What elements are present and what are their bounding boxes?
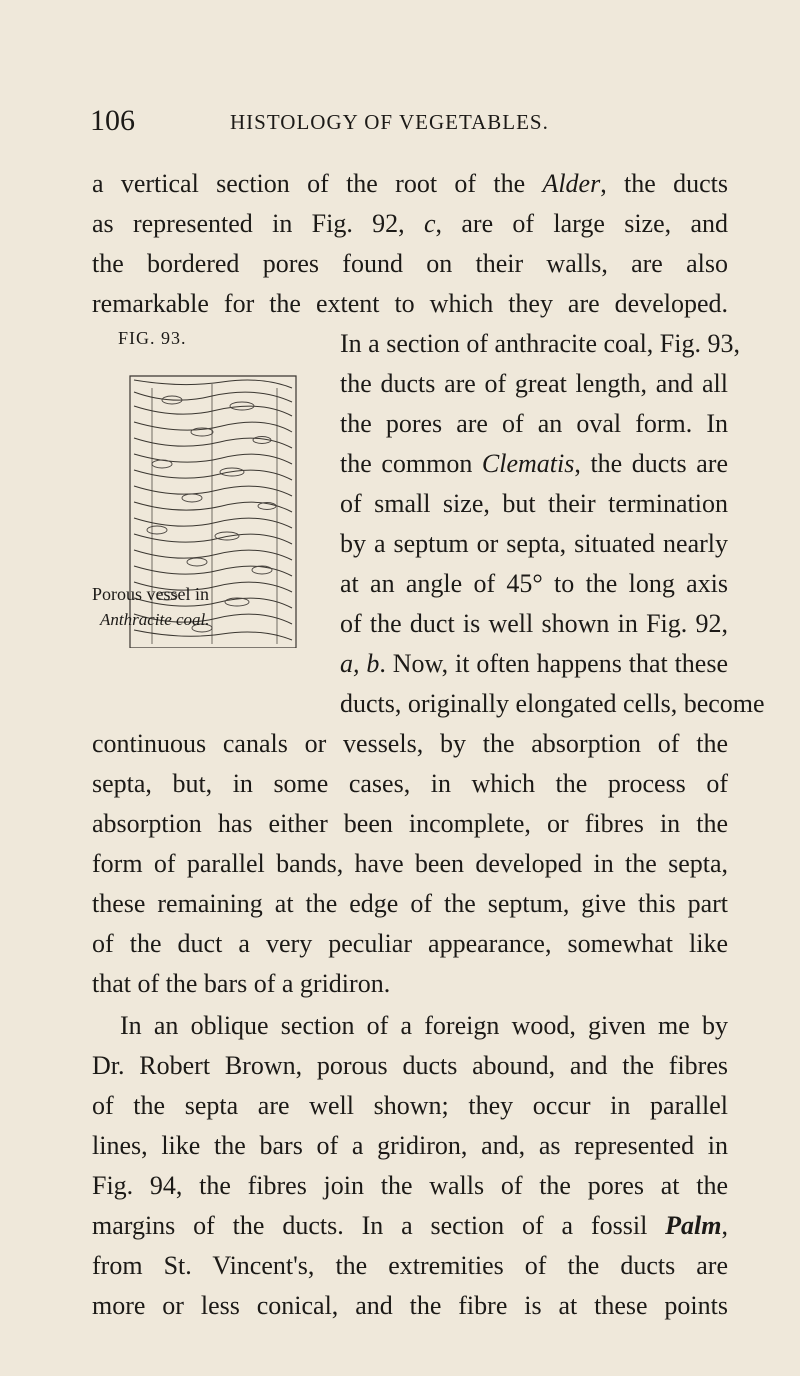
text-line: from St. Vincent's, the extremities of the ducts are: [92, 1251, 728, 1280]
text-line: In a section of anthracite coal, Fig. 93,: [340, 329, 740, 358]
text-line: septa, but, in some cases, in which the process of: [92, 769, 728, 798]
text-line: these remaining at the edge of the septum, give this part: [92, 889, 728, 918]
figure-caption-italic: Anthracite coal.: [100, 610, 210, 629]
text-line: of the duct a very peculiar appearance, somewhat like: [92, 929, 728, 958]
text-line: of small size, but their termination: [340, 489, 728, 518]
page-number: 106: [90, 104, 135, 137]
text-line: absorption has either been incomplete, or fibres in the: [92, 809, 728, 838]
text-line: form of parallel bands, have been developed in the septa,: [92, 849, 728, 878]
text-line: ducts, originally elongated cells, become: [340, 689, 765, 718]
text-line: by a septum or septa, situated nearly: [340, 529, 728, 558]
text-line: lines, like the bars of a gridiron, and, as represented in: [92, 1131, 728, 1160]
paragraph-start: In an oblique section of a foreign wood, given me by: [120, 1011, 728, 1040]
text-line: as represented in Fig. 92, c, are of large size, and: [92, 209, 728, 238]
text-line: continuous canals or vessels, by the absorption of the: [92, 729, 728, 758]
text-line: of the septa are well shown; they occur in parallel: [92, 1091, 728, 1120]
text-line: more or less conical, and the fibre is at these points: [92, 1291, 728, 1320]
text-line: that of the bars of a gridiron.: [92, 969, 391, 998]
text-line: of the duct is well shown in Fig. 92,: [340, 609, 728, 638]
text-line: Fig. 94, the fibres join the walls of the pores at the: [92, 1171, 728, 1200]
text-line: the pores are of an oval form. In: [340, 409, 728, 438]
text-line: margins of the ducts. In a section of a fossil Palm,: [92, 1211, 728, 1240]
figure-caption: Porous vessel in: [92, 584, 209, 604]
text-line: the common Clematis, the ducts are: [340, 449, 728, 478]
text-line: a vertical section of the root of the Alder, the ducts: [92, 169, 728, 198]
text-line: a, b. Now, it often happens that these: [340, 649, 729, 678]
text-line: remarkable for the extent to which they are developed.: [92, 289, 728, 318]
running-title: HISTOLOGY OF VEGETABLES.: [230, 110, 549, 134]
figure-label: FIG. 93.: [118, 328, 187, 348]
text-line: at an angle of 45° to the long axis: [340, 569, 728, 598]
page-header: [90, 104, 720, 144]
text-line: the ducts are of great length, and all: [340, 369, 728, 398]
text-line: the bordered pores found on their walls, are also: [92, 249, 728, 278]
text-line: Dr. Robert Brown, porous ducts abound, and the fibres: [92, 1051, 728, 1080]
